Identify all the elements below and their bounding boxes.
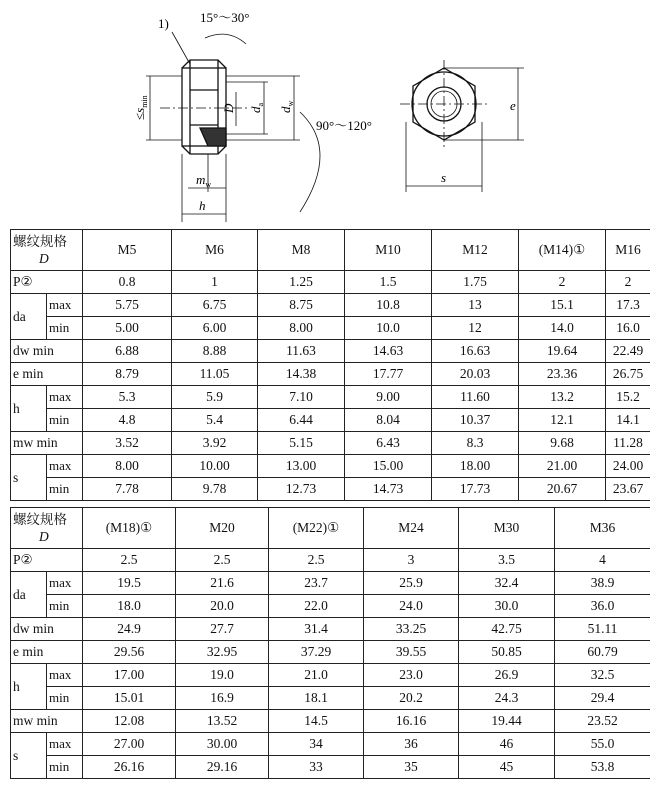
svg-text:h: h	[199, 198, 206, 213]
table-cell: 6.43	[345, 432, 432, 455]
row-label: h	[11, 664, 47, 710]
table-cell: 25.9	[364, 572, 459, 595]
svg-text:dw: $d_w$	[278, 100, 295, 113]
table-cell: 5.00	[83, 317, 172, 340]
table-cell: 46	[459, 733, 555, 756]
header-label-top: 螺纹规格	[13, 234, 67, 249]
row-label: s	[11, 733, 47, 779]
table-cell: 14.73	[345, 478, 432, 501]
table-cell: 6.00	[172, 317, 258, 340]
table-row	[11, 733, 650, 756]
table-row	[11, 710, 650, 733]
table-cell: 32.95	[176, 641, 269, 664]
table-cell: 4.8	[83, 409, 172, 432]
row-sublabel: min	[47, 687, 83, 710]
note-marker: 1)	[158, 16, 169, 31]
table-cell: 7.78	[83, 478, 172, 501]
row-label: da	[11, 572, 47, 618]
row-sublabel: max	[47, 386, 83, 409]
col-header: M36	[555, 508, 650, 549]
row-label: P②	[11, 271, 83, 294]
table-cell: 8.3	[432, 432, 519, 455]
table-cell: 16.0	[606, 317, 650, 340]
header-label-cell	[11, 230, 83, 271]
angle-top-label: 15°～30°	[200, 10, 250, 25]
table-cell: 8.04	[345, 409, 432, 432]
table-cell: 32.4	[459, 572, 555, 595]
table-cell: 16.16	[364, 710, 459, 733]
table-cell: 17.00	[83, 664, 176, 687]
table-row	[11, 478, 650, 501]
col-header: M8	[258, 230, 345, 271]
table-cell: 23.0	[364, 664, 459, 687]
col-header: M5	[83, 230, 172, 271]
row-label: P②	[11, 549, 83, 572]
table-cell: 10.8	[345, 294, 432, 317]
table-cell: 9.78	[172, 478, 258, 501]
table-cell: 9.68	[519, 432, 606, 455]
table-cell: 1	[172, 271, 258, 294]
table-cell: 16.9	[176, 687, 269, 710]
svg-text:mw: $m_w$	[196, 172, 212, 189]
table-cell: 13	[432, 294, 519, 317]
table-cell: 33.25	[364, 618, 459, 641]
table-cell: 2.5	[269, 549, 364, 572]
col-header: M30	[459, 508, 555, 549]
row-label: da	[11, 294, 47, 340]
table-cell: 19.5	[83, 572, 176, 595]
table-cell: 11.05	[172, 363, 258, 386]
col-header: M6	[172, 230, 258, 271]
header-label-d: D	[39, 529, 49, 544]
table-cell: 11.60	[432, 386, 519, 409]
table-cell: 20.2	[364, 687, 459, 710]
table-cell: 24.0	[364, 595, 459, 618]
table-cell: 6.75	[172, 294, 258, 317]
table-cell: 1.75	[432, 271, 519, 294]
nut-top-view	[400, 60, 524, 192]
row-label: s	[11, 455, 47, 501]
table-cell: 35	[364, 756, 459, 779]
table-cell: 42.75	[459, 618, 555, 641]
table-cell: 8.88	[172, 340, 258, 363]
table-cell: 2.5	[83, 549, 176, 572]
table-cell: 34	[269, 733, 364, 756]
table-cell: 24.9	[83, 618, 176, 641]
table-cell: 5.15	[258, 432, 345, 455]
table-cell: 4	[555, 549, 650, 572]
table-row	[11, 756, 650, 779]
row-label: dw min	[11, 340, 83, 363]
svg-text:D: D	[221, 103, 236, 113]
table-cell: 26.16	[83, 756, 176, 779]
table-cell: 14.1	[606, 409, 650, 432]
table-row	[11, 386, 650, 409]
table-cell: 21.00	[519, 455, 606, 478]
table-cell: 22.49	[606, 340, 650, 363]
table-cell: 13.00	[258, 455, 345, 478]
table-cell: 8.00	[258, 317, 345, 340]
table-cell: 18.0	[83, 595, 176, 618]
table-cell: 3	[364, 549, 459, 572]
table-cell: 6.44	[258, 409, 345, 432]
table-row	[11, 317, 650, 340]
col-header: M20	[176, 508, 269, 549]
table-cell: 29.16	[176, 756, 269, 779]
table-cell: 20.67	[519, 478, 606, 501]
table-cell: 1.25	[258, 271, 345, 294]
table-cell: 17.73	[432, 478, 519, 501]
table-header-row	[11, 508, 650, 549]
svg-text:da: $d_a$	[248, 102, 265, 113]
table-row	[11, 363, 650, 386]
col-header: (M18)①	[83, 508, 176, 549]
table-cell: 37.29	[269, 641, 364, 664]
svg-text:s: s	[441, 170, 447, 185]
row-sublabel: min	[47, 317, 83, 340]
table-row	[11, 271, 650, 294]
table-cell: 55.0	[555, 733, 650, 756]
table-row	[11, 641, 650, 664]
table-cell: 10.37	[432, 409, 519, 432]
table-cell: 8.75	[258, 294, 345, 317]
svg-text:≤smin: $\le s_{min}$	[132, 95, 149, 120]
table-cell: 14.0	[519, 317, 606, 340]
table-row	[11, 340, 650, 363]
table-cell: 33	[269, 756, 364, 779]
table-cell: 19.44	[459, 710, 555, 733]
col-header: M10	[345, 230, 432, 271]
col-header: M12	[432, 230, 519, 271]
table-header-row	[11, 230, 650, 271]
table-cell: 9.00	[345, 386, 432, 409]
table-cell: 10.0	[345, 317, 432, 340]
table-cell: 6.88	[83, 340, 172, 363]
table-row	[11, 664, 650, 687]
table-cell: 8.00	[83, 455, 172, 478]
spec-table-2	[10, 507, 650, 779]
table-cell: 2	[519, 271, 606, 294]
row-sublabel: min	[47, 409, 83, 432]
table-cell: 24.3	[459, 687, 555, 710]
table-cell: 23.36	[519, 363, 606, 386]
table-row	[11, 432, 650, 455]
table-cell: 15.00	[345, 455, 432, 478]
table-body	[11, 271, 650, 501]
table-row	[11, 595, 650, 618]
table-cell: 38.9	[555, 572, 650, 595]
table-cell: 12	[432, 317, 519, 340]
table-cell: 36.0	[555, 595, 650, 618]
table-cell: 3.5	[459, 549, 555, 572]
table-cell: 5.75	[83, 294, 172, 317]
row-label: mw min	[11, 432, 83, 455]
table-cell: 21.6	[176, 572, 269, 595]
table-cell: 23.7	[269, 572, 364, 595]
table-cell: 27.00	[83, 733, 176, 756]
table-cell: 11.63	[258, 340, 345, 363]
header-label-d: D	[39, 251, 49, 266]
table-row	[11, 618, 650, 641]
table-row	[11, 549, 650, 572]
table-row	[11, 572, 650, 595]
table-cell: 29.4	[555, 687, 650, 710]
row-sublabel: min	[47, 595, 83, 618]
table-cell: 23.67	[606, 478, 650, 501]
table-cell: 23.52	[555, 710, 650, 733]
header-label-top: 螺纹规格	[13, 512, 67, 527]
table-cell: 13.2	[519, 386, 606, 409]
row-label: e min	[11, 641, 83, 664]
table-row	[11, 294, 650, 317]
table-cell: 2.5	[176, 549, 269, 572]
table-cell: 17.77	[345, 363, 432, 386]
angle-side-label: 90°～120°	[316, 118, 372, 133]
table-cell: 30.00	[176, 733, 269, 756]
table-cell: 51.11	[555, 618, 650, 641]
table-cell: 20.0	[176, 595, 269, 618]
row-sublabel: max	[47, 455, 83, 478]
spec-table-1	[10, 229, 650, 501]
table-cell: 14.38	[258, 363, 345, 386]
table-cell: 7.10	[258, 386, 345, 409]
row-label: h	[11, 386, 47, 432]
table-row	[11, 687, 650, 710]
table-cell: 3.92	[172, 432, 258, 455]
table-cell: 15.2	[606, 386, 650, 409]
table-cell: 13.52	[176, 710, 269, 733]
table-cell: 26.9	[459, 664, 555, 687]
table-cell: 5.9	[172, 386, 258, 409]
table-cell: 17.3	[606, 294, 650, 317]
table-cell: 15.1	[519, 294, 606, 317]
table-cell: 12.73	[258, 478, 345, 501]
row-sublabel: min	[47, 756, 83, 779]
table-cell: 31.4	[269, 618, 364, 641]
dimension-lines	[146, 32, 320, 222]
table-cell: 29.56	[83, 641, 176, 664]
table-cell: 16.63	[432, 340, 519, 363]
table-cell: 53.8	[555, 756, 650, 779]
row-label: e min	[11, 363, 83, 386]
table-cell: 10.00	[172, 455, 258, 478]
col-header: (M22)①	[269, 508, 364, 549]
table-cell: 50.85	[459, 641, 555, 664]
table-cell: 5.4	[172, 409, 258, 432]
table-cell: 3.52	[83, 432, 172, 455]
col-header: (M14)①	[519, 230, 606, 271]
table-cell: 12.1	[519, 409, 606, 432]
nut-drawing	[0, 0, 650, 228]
row-sublabel: max	[47, 294, 83, 317]
table-cell: 20.03	[432, 363, 519, 386]
table-cell: 32.5	[555, 664, 650, 687]
table-cell: 14.5	[269, 710, 364, 733]
col-header: M24	[364, 508, 459, 549]
row-sublabel: max	[47, 572, 83, 595]
row-sublabel: max	[47, 733, 83, 756]
row-sublabel: max	[47, 664, 83, 687]
table-cell: 39.55	[364, 641, 459, 664]
table-cell: 36	[364, 733, 459, 756]
header-label-cell	[11, 508, 83, 549]
table-cell: 45	[459, 756, 555, 779]
table-cell: 21.0	[269, 664, 364, 687]
table-cell: 1.5	[345, 271, 432, 294]
col-header: M16	[606, 230, 650, 271]
table-cell: 18.00	[432, 455, 519, 478]
table-cell: 24.00	[606, 455, 650, 478]
row-label: mw min	[11, 710, 83, 733]
table-cell: 60.79	[555, 641, 650, 664]
table-cell: 2	[606, 271, 650, 294]
row-label: dw min	[11, 618, 83, 641]
table-cell: 14.63	[345, 340, 432, 363]
table-body	[11, 549, 650, 779]
table-cell: 8.79	[83, 363, 172, 386]
table-cell: 30.0	[459, 595, 555, 618]
nut-drawing-svg	[0, 0, 650, 228]
table-row	[11, 455, 650, 478]
row-sublabel: min	[47, 478, 83, 501]
table-cell: 12.08	[83, 710, 176, 733]
table-cell: 5.3	[83, 386, 172, 409]
table-cell: 19.0	[176, 664, 269, 687]
table-cell: 18.1	[269, 687, 364, 710]
table-row	[11, 409, 650, 432]
table-cell: 26.75	[606, 363, 650, 386]
svg-text:e: e	[510, 98, 516, 113]
table-cell: 15.01	[83, 687, 176, 710]
table-cell: 27.7	[176, 618, 269, 641]
table-cell: 0.8	[83, 271, 172, 294]
table-cell: 19.64	[519, 340, 606, 363]
table-cell: 11.28	[606, 432, 650, 455]
table-cell: 22.0	[269, 595, 364, 618]
